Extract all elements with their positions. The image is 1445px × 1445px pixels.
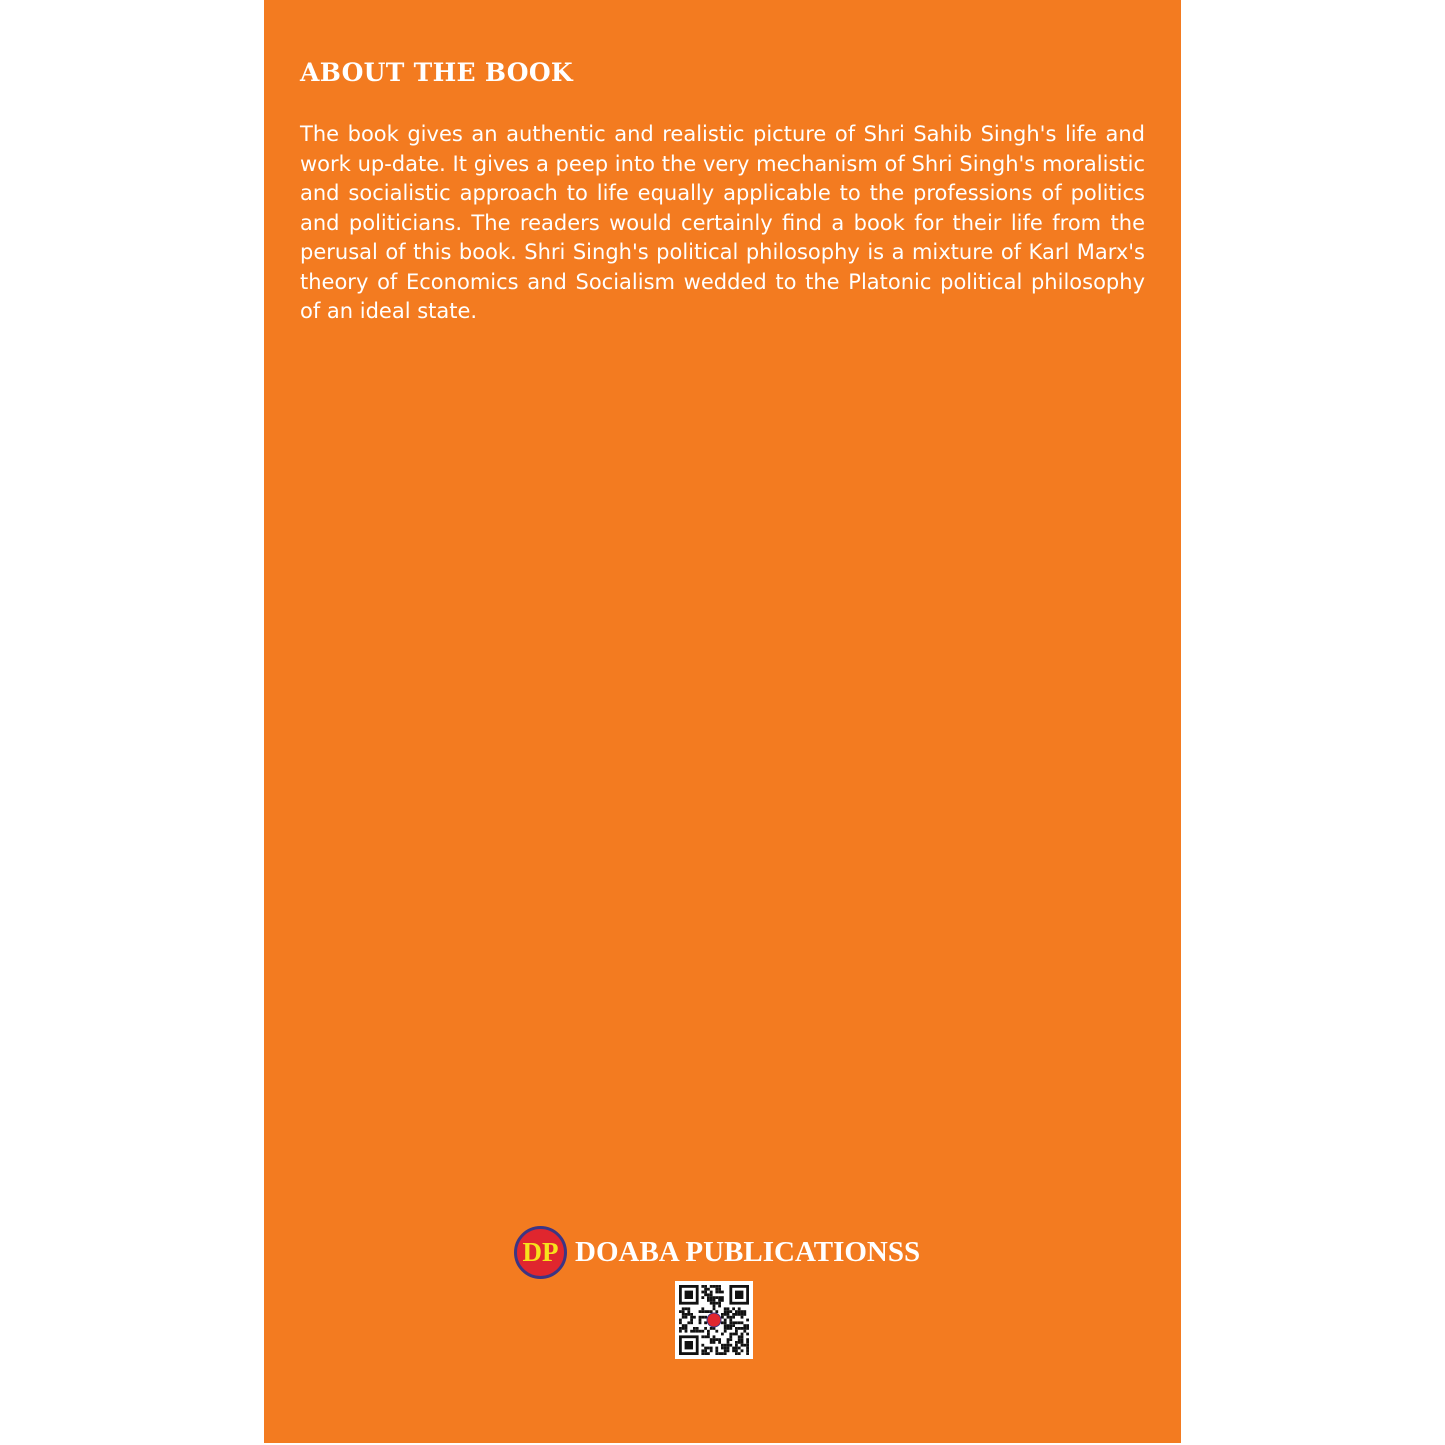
qr-code bbox=[675, 1281, 753, 1359]
dp-logo-icon bbox=[517, 1229, 564, 1276]
book-back-cover bbox=[264, 0, 1181, 1443]
book-description: The book gives an authentic and realistic picture of Shri Sahib Singh's life and work up-date. It gives a peep into the very mechanism of Shri Singh's moralistic and socialistic approach to life equally applicable to the professions of politics and politicians. The readers would certainly find a book for their life from the perusal of this book. Shri Singh's political philosophy is a mixture of Karl Marx's theory of Economics and Socialism wedded to the Platonic political philosophy of an ideal state. bbox=[300, 122, 1145, 323]
publisher-logo bbox=[514, 1226, 567, 1279]
publisher-name: DOABA PUBLICATIONSS bbox=[575, 1235, 921, 1268]
publisher-block bbox=[514, 1222, 920, 1282]
qr-code-icon bbox=[675, 1281, 753, 1359]
logo-text: DP bbox=[522, 1236, 559, 1267]
about-heading: ABOUT THE BOOK bbox=[300, 58, 573, 87]
